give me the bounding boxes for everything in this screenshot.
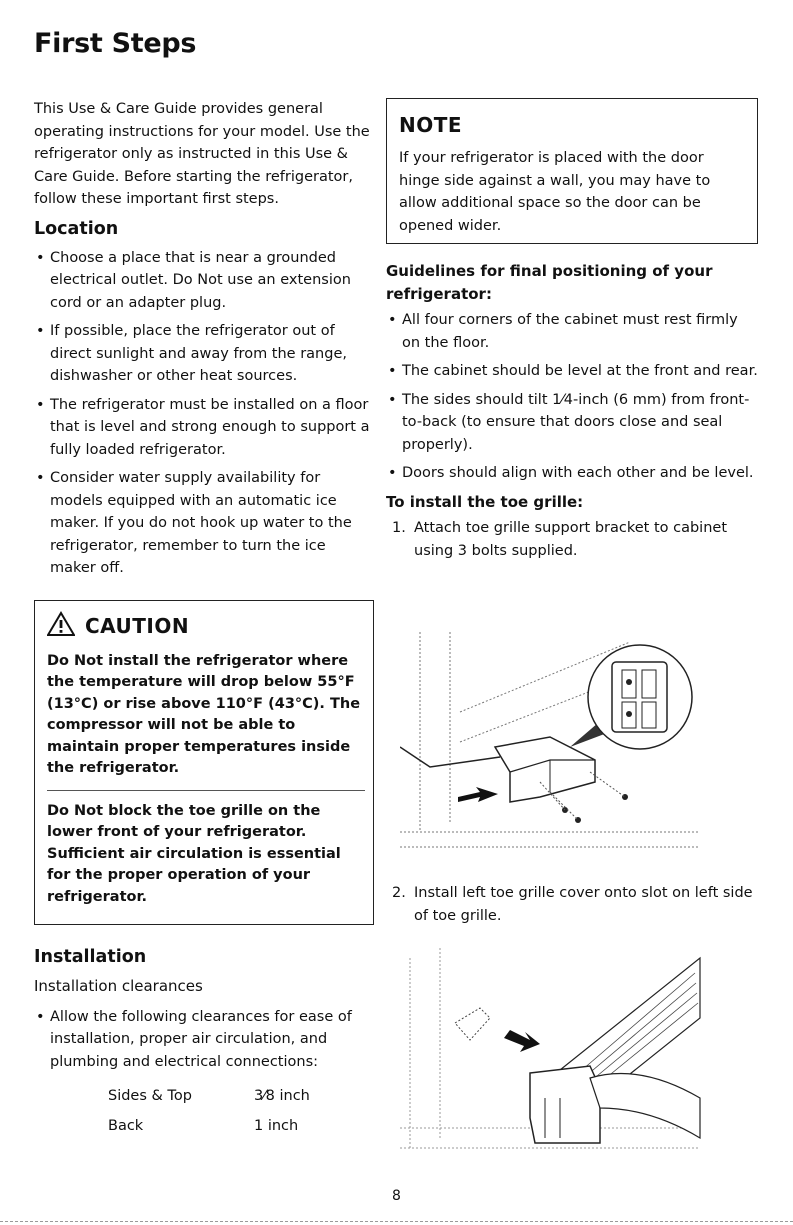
location-bullet: • If possible, place the refrigerator out of direct sunlight and away from the range, dishwasher or other heat sources. [34, 320, 374, 388]
positioning-heading: Guidelines for final positioning of your refrigerator: [386, 262, 713, 303]
step-item [392, 882, 762, 927]
step-2-block [392, 882, 762, 927]
warning-icon [47, 611, 75, 641]
location-heading: Location [34, 218, 119, 239]
installation-subheading: Installation clearances [34, 977, 203, 995]
clearance-label: Sides & Top [108, 1088, 192, 1104]
toe-grille-heading: To install the toe grille: [386, 492, 584, 511]
step-number: 1. [392, 520, 406, 536]
bracket-illustration [400, 632, 710, 861]
installation-heading: Installation [34, 947, 147, 967]
installation-bullet: • Allow the following clearances for ease of installation, proper air circulation, and plumbing and electrical connections: [34, 1006, 374, 1074]
clearance-row [108, 1081, 374, 1111]
location-bullet: • Choose a place that is near a grounded electrical outlet. Do Not use an extension cord or an adapter plug. [34, 247, 374, 315]
clearance-value: 1 inch [254, 1118, 299, 1134]
left-column [34, 98, 374, 1141]
caution-text-1: Do Not install the refrigerator where the temperature will drop below 55°F (13°C) or rise above 110°F (43°C). The compressor will not be able to maintain proper temperatures inside the refrigerator. [47, 652, 361, 776]
positioning-bullet: • The sides should tilt 1⁄4-inch (6 mm) from front-to-back (to ensure that doors close and seal properly). [386, 389, 758, 457]
clearance-table [108, 1081, 374, 1141]
location-list [34, 247, 374, 580]
bottom-rule [0, 1221, 793, 1222]
toe-grille-steps [386, 517, 758, 562]
note-title: NOTE [399, 113, 463, 137]
clearance-row [108, 1111, 374, 1141]
note-box [386, 98, 758, 244]
caution-title: CAUTION [85, 613, 190, 638]
clearance-label: Back [108, 1118, 144, 1134]
clearance-value: 3⁄8 inch [254, 1088, 310, 1104]
step-number: 2. [392, 885, 406, 901]
positioning-bullet: • Doors should align with each other and be level. [386, 462, 758, 485]
step-item [392, 517, 758, 562]
page-title: First Steps [34, 28, 197, 59]
positioning-bullet: • All four corners of the cabinet must rest firmly on the floor. [386, 309, 758, 354]
right-column [386, 98, 758, 562]
intro-paragraph: This Use & Care Guide provides general operating instructions for your model. Use the refrigerator only as instructed in this Use & Care Guide. Before starting the refrigerator, follow these important first steps. [34, 101, 370, 207]
installation-list [34, 1006, 374, 1074]
note-text: If your refrigerator is placed with the door hinge side against a wall, you may have to allow additional space so the door can be opened wider. [399, 150, 711, 234]
caution-box [34, 600, 374, 926]
positioning-list [386, 309, 758, 485]
page-number: 8 [392, 1188, 401, 1204]
toe-grille-steps-2 [392, 882, 762, 927]
step-text: Install left toe grille cover onto slot on left side of toe grille. [414, 885, 753, 924]
grille-cover-illustration [400, 948, 710, 1162]
positioning-bullet: • The cabinet should be level at the front and rear. [386, 360, 758, 383]
caution-text-2: Do Not block the toe grille on the lower front of your refrigerator. Sufficient air circulation is essential for the proper operation of your refrigerator. [47, 802, 341, 905]
location-bullet: • Consider water supply availability for models equipped with an automatic ice maker. If you do not hook up water to the refrigerator, remember to turn the ice maker off. [34, 467, 374, 580]
location-bullet: • The refrigerator must be installed on a floor that is level and strong enough to support a fully loaded refrigerator. [34, 394, 374, 462]
step-text: Attach toe grille support bracket to cabinet using 3 bolts supplied. [414, 520, 728, 559]
